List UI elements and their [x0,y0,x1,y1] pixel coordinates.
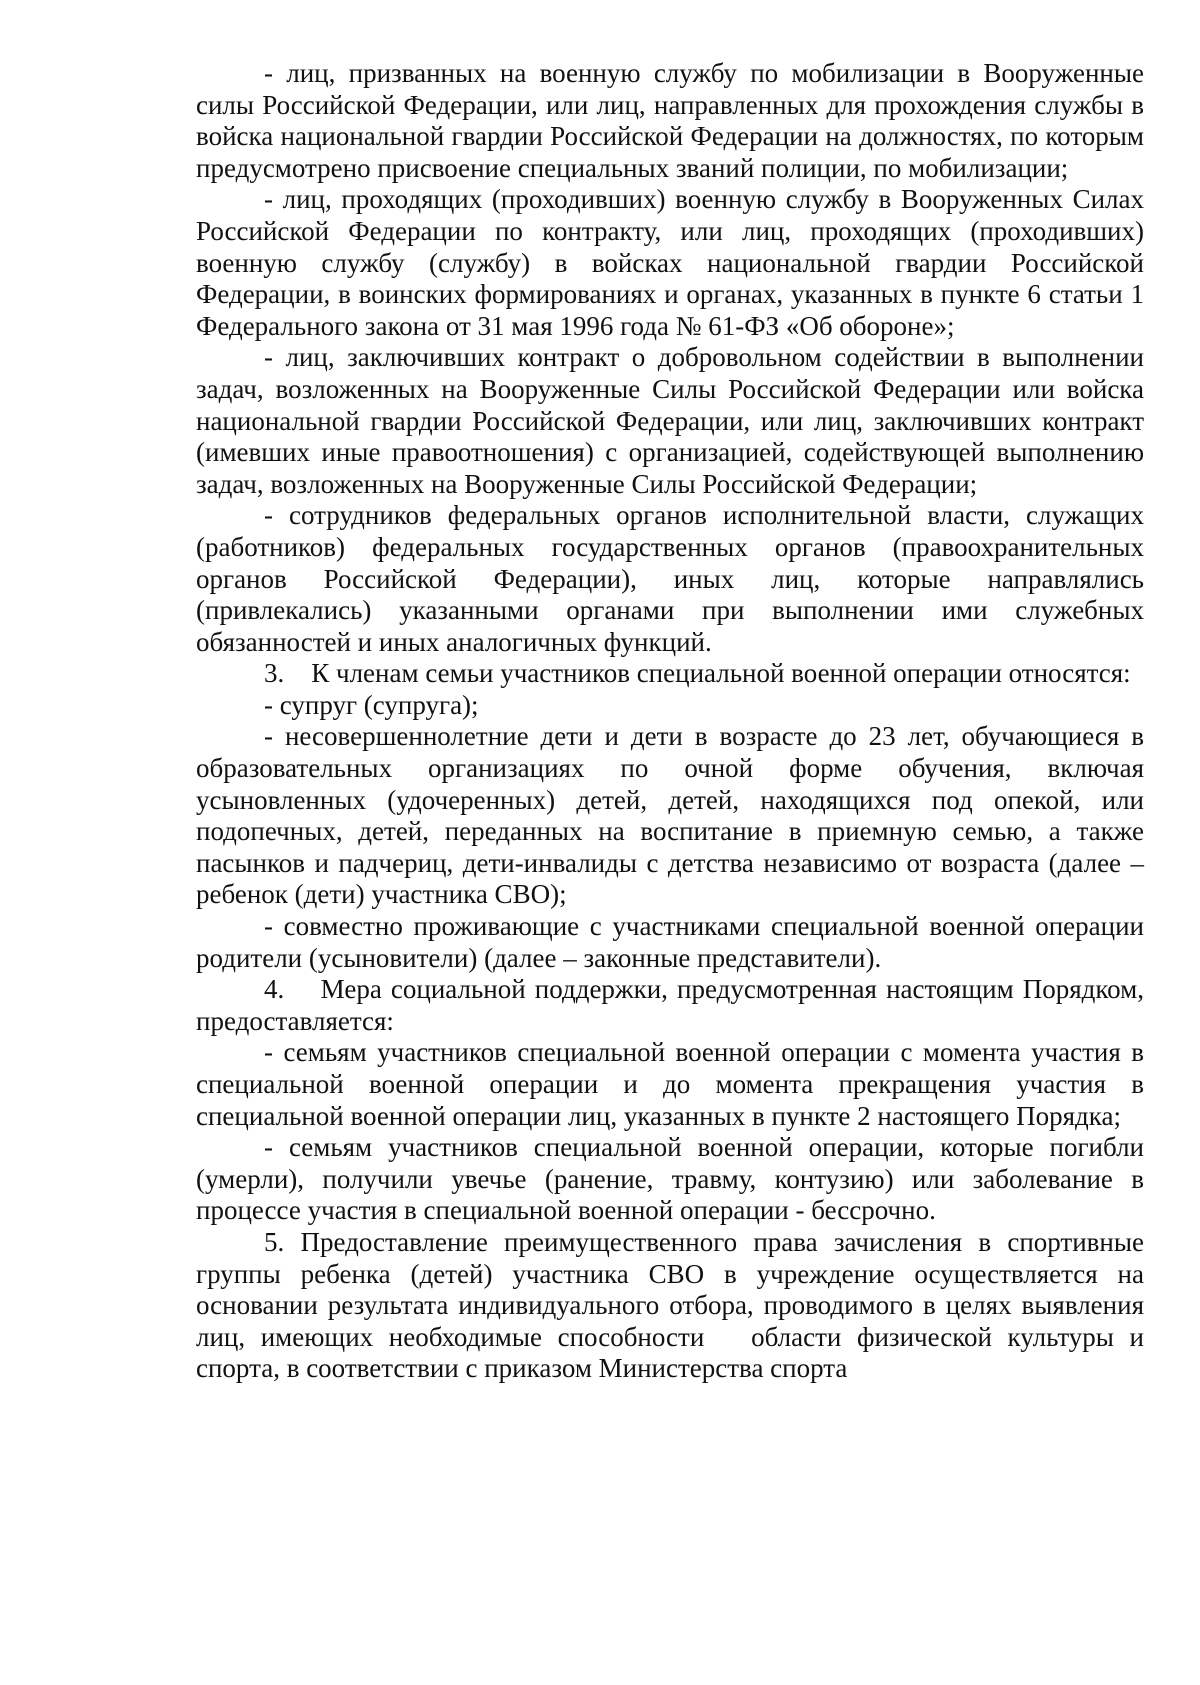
paragraph-item-4: 4. Мера социальной поддержки, предусмотренная настоящим Порядком, предоставляется: [196,974,1151,1036]
paragraph-spouse: - супруг (супруга); [264,689,479,720]
paragraph-contract-servicemen: - лиц, проходящих (проходивших) военную службу в Вооруженных Силах Российской Федерации по контракту, или лиц, проходящих (проходивших) военную службу (службу) в войсках национальной гвардии Российской Федерации, в воинских формированиях и органах, указанных в пункте 6 статьи 1 Федерального закона от 31 мая 1996 года № 61-ФЗ «Об обороне»; [196,184,1144,341]
paragraph-item-5: 5. Предоставление преимущественного права зачисления в спортивные группы ребенка (детей) участника СВО в учреждение осуществляется на основании результата индивидуального отбора, проводимого в целях выявления лиц, имеющих необходимые способности области физической культуры и спорта, в соответствии с приказом Министерства спорта [196,1226,1151,1384]
paragraph-item-3: 3. К членам семьи участников специальной военной операции относятся: [264,658,1131,689]
paragraph-families-during: - семьям участников специальной военной операции с момента участия в специальной военной операции и до момента прекращения участия в специальной военной операции лиц, указанных в пункте 2 настоящего Порядка; [196,1037,1144,1131]
paragraph-families-deceased: - семьям участников специальной военной операции, которые погибли (умерли), получили увечье (ранение, травму, контузию) или заболевание в процессе участия в специальной военной операции - бессрочно. [196,1132,1144,1226]
paragraph-mobilized-persons: - лиц, призванных на военную службу по мобилизации в Вооруженные силы Российской Федерации, или лиц, направленных для прохождения службы в войска национальной гвардии Российской Федерации на должностях, по которым предусмотрено присвоение специальных званий полиции, по мобилизации; [196,58,1144,183]
paragraph-children: - несовершеннолетние дети и дети в возрасте до 23 лет, обучающиеся в образовательных организациях по очной форме обучения, включая усыновленных (удочеренных) детей, детей, находящихся под опекой, или подопечных, детей, переданных на воспитание в приемную семью, а также пасынков и падчериц, дети-инвалиды с детства независимо от возраста (далее – ребенок (дети) участника СВО); [196,721,1144,910]
document-body [196,58,1151,1385]
paragraph-volunteer-contract: - лиц, заключивших контракт о добровольном содействии в выполнении задач, возложенных на Вооруженные Силы Российской Федерации или войска национальной гвардии Российской Федерации, или лиц, заключивших контракт (имевших иные правоотношения) с организацией, содействующей выполнению задач, возложенных на Вооруженные Силы Российской Федерации; [196,342,1144,499]
paragraph-parents: - совместно проживающие с участниками специальной военной операции родители (усыновители) (далее – законные представители). [196,911,1144,973]
paragraph-federal-employees: - сотрудников федеральных органов исполнительной власти, служащих (работников) федеральных государственных органов (правоохранительных органов Российской Федерации), иных лиц, которые направлялись (привлекались) указанными органами при выполнении ими служебных обязанностей и иных аналогичных функций. [196,500,1144,657]
